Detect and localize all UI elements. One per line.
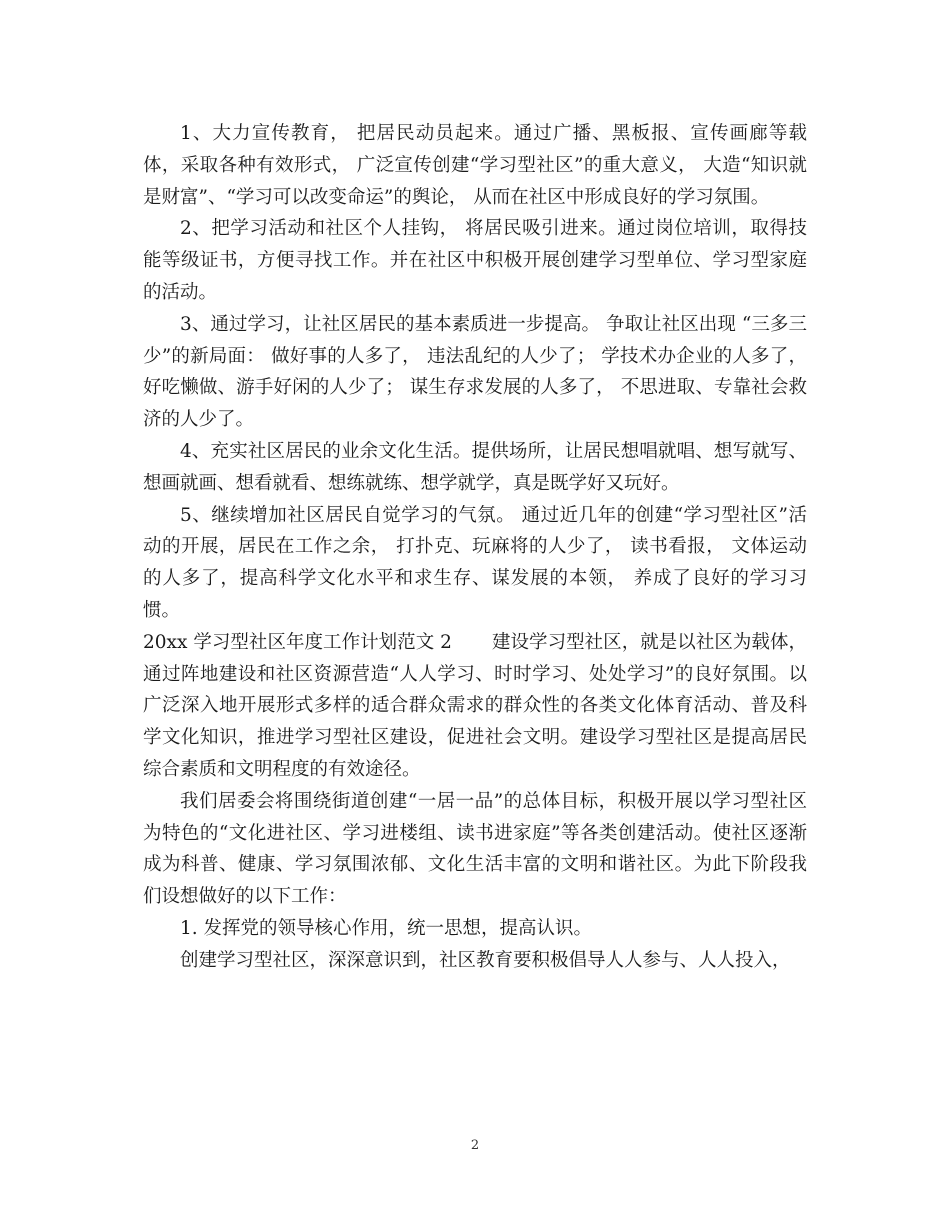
page-number: 2 — [470, 1138, 480, 1153]
paragraph-4: 4、充实社区居民的业余文化生活。提供场所，让居民想唱就唱、想写就写、想画就画、想看就看、想练就练、想学就学，真是既学好又玩好。 — [143, 440, 807, 494]
paragraph-1: 1、大力宣传教育， 把居民动员起来。通过广播、黑板报、宣传画廊等载体，采取各种有效形式， 广泛宣传创建“学习型社区”的重大意义， 大造“知识就是财富”、“学习可以改变命运”的舆论， 从而在社区中形成良好的学习氛围。 — [143, 123, 807, 208]
paragraph-5: 5、继续增加社区居民自觉学习的气氛。 通过近几年的创建“学习型社区”活动的开展，居民在工作之余， 打扑克、玩麻将的人少了， 读书看报， 文体运动的人多了，提高科学文化水平和求生存、谋发展的本领， 养成了良好的学习习惯。 — [143, 504, 807, 621]
paragraph-3: 3、通过学习，让社区居民的基本素质进一步提高。 争取让社区出现 “三多三少”的新局面： 做好事的人多了， 违法乱纪的人少了； 学技术办企业的人多了， 好吃懒做、游手好闲的人少了； 谋生存求发展的人多了， 不思进取、专靠社会救济的人少了。 — [143, 313, 807, 431]
document-body — [143, 118, 807, 977]
paragraph-6: 我们居委会将围绕街道创建“一居一品”的总体目标，积极开展以学习型社区为特色的“文化进社区、学习进楼组、读书进家庭”等各类创建活动。使社区逐渐成为科普、健康、学习氛围浓郁、文化生活丰富的文明和谐社区。为此下阶段我们设想做好的以下工作： — [143, 790, 807, 908]
paragraph-8: 创建学习型社区，深深意识到，社区教育要积极倡导人人参与、人人投入， — [180, 949, 791, 971]
section-paragraph — [143, 627, 807, 786]
paragraph-2: 2、把学习活动和社区个人挂钩， 将居民吸引进来。通过岗位培训，取得技能等级证书，方便寻找工作。并在社区中积极开展创建学习型单位、学习型家庭的活动。 — [143, 218, 807, 303]
section-body: 建设学习型社区，就是以社区为载体，通过阵地建设和社区资源营造“人人学习、时时学习、处处学习”的良好氛围。以广泛深入地开展形式多样的适合群众需求的群众性的各类文化体育活动、普及科学文化知识，推进学习型社区建设，促进社会文明。建设学习型社区是提高居民综合素质和文明程度的有效途径。 — [143, 631, 807, 780]
paragraph-7: 1. 发挥党的领导核心作用，统一思想，提高认识。 — [180, 917, 593, 939]
section-title: 20xx 学习型社区年度工作计划范文 2 — [143, 631, 452, 653]
